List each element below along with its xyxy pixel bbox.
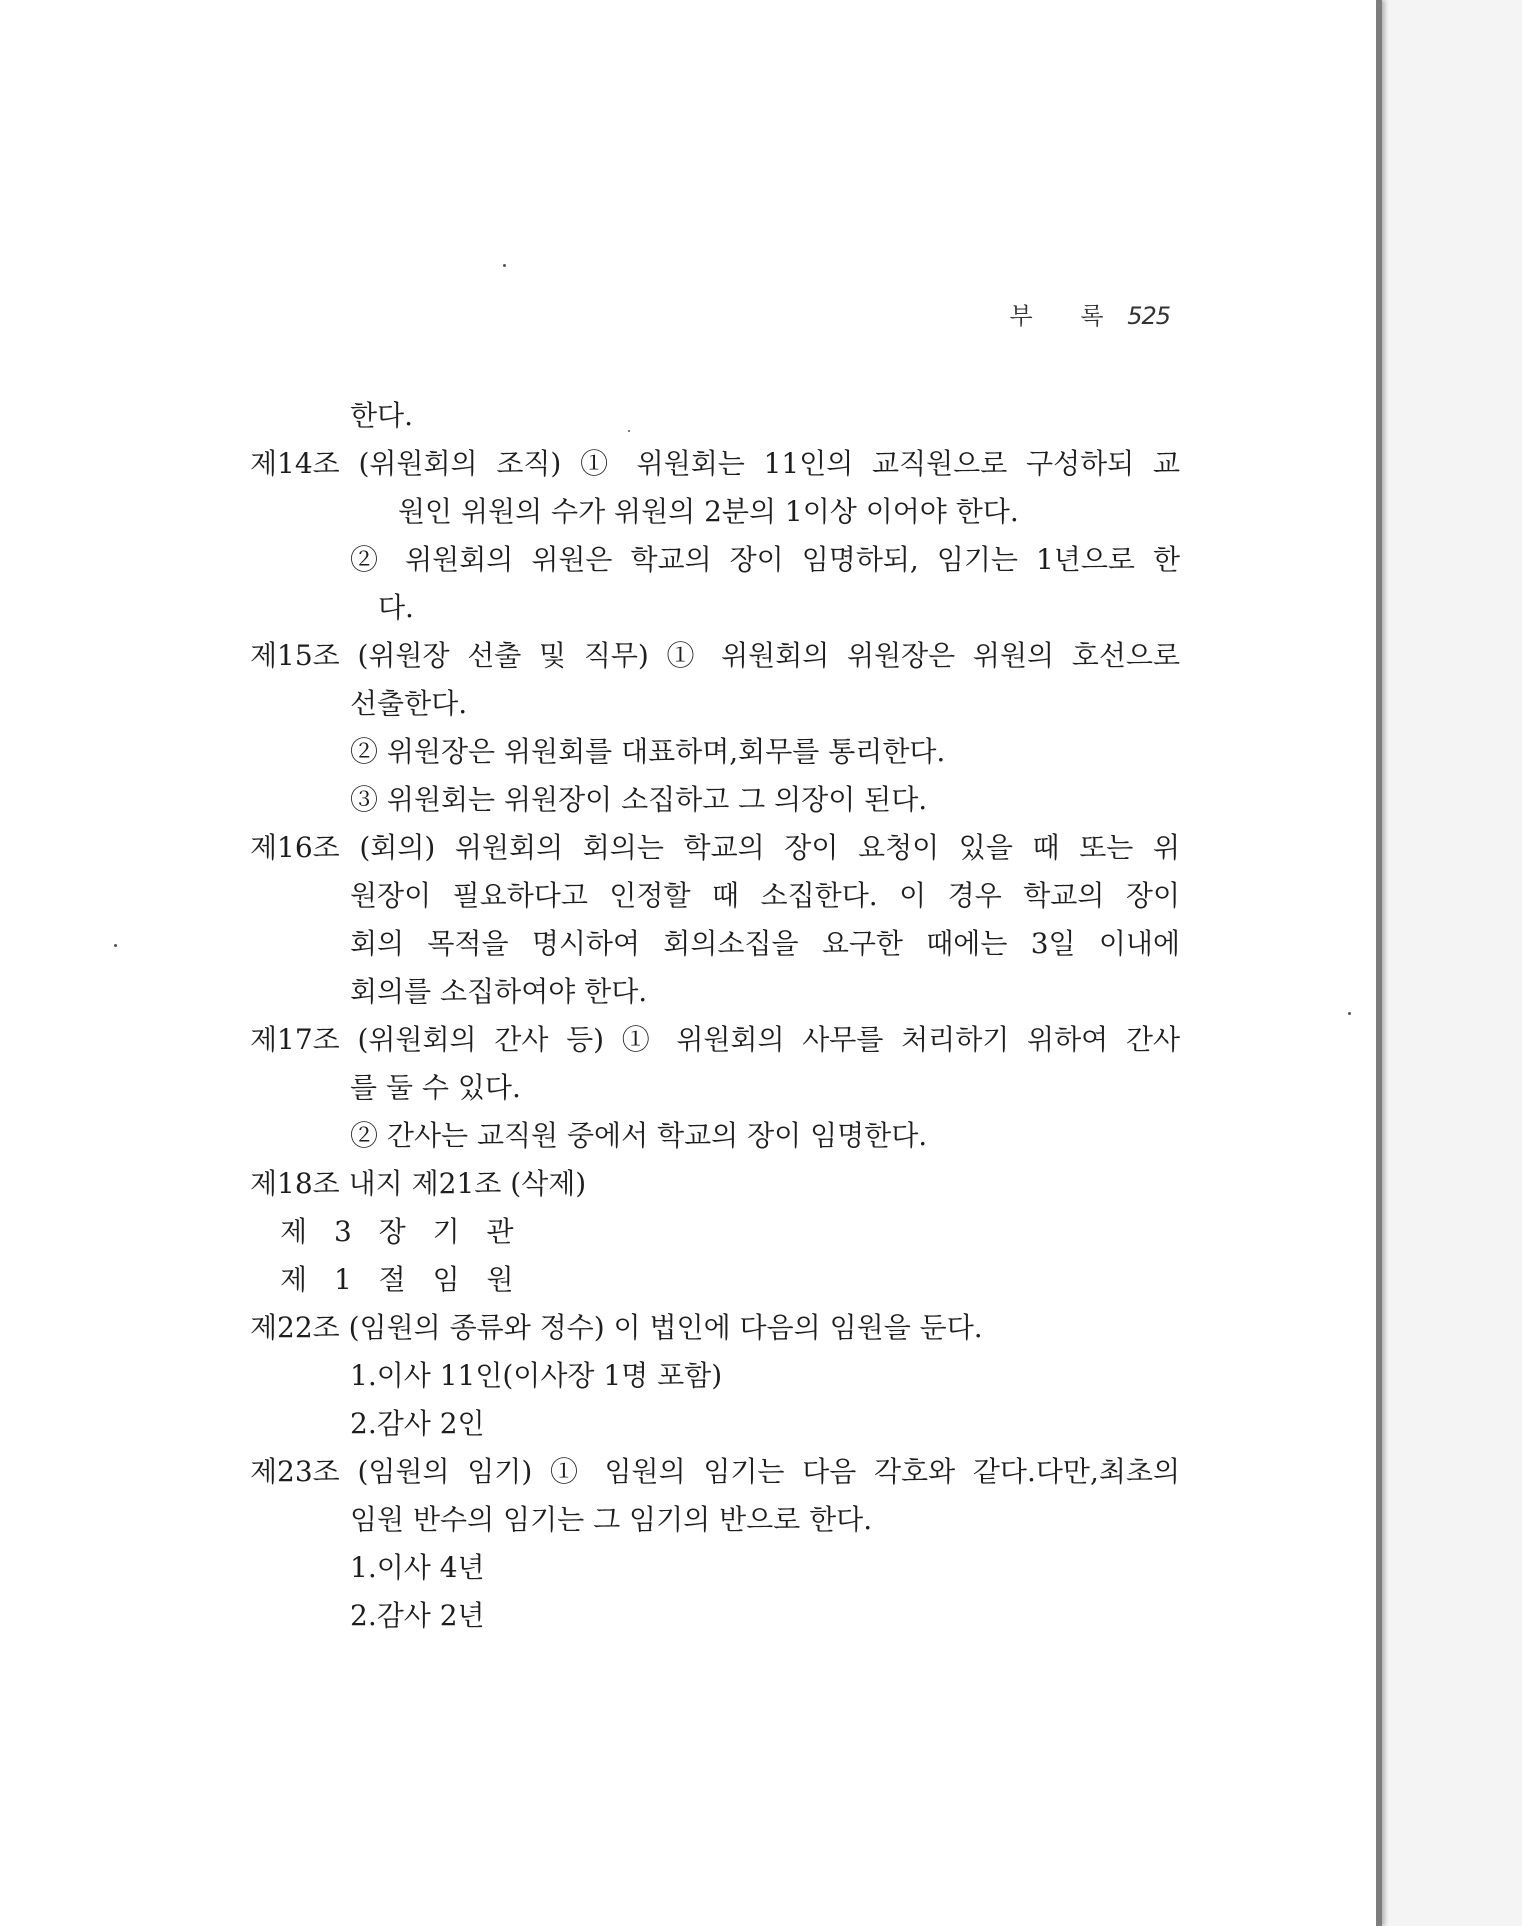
page-number: 525 bbox=[1127, 302, 1170, 330]
text-line: 임원 반수의 임기는 그 임기의 반으로 한다. bbox=[350, 1503, 873, 1536]
article-23-heading: 제23조 (임원의 임기) ① 임원의 임기는 다음 각호와 같다.다만,최초의 bbox=[250, 1455, 1180, 1488]
text-line: 원인 위원의 수가 위원의 2분의 1이상 이어야 한다. bbox=[398, 495, 1019, 528]
text-line: 한다. bbox=[350, 399, 413, 432]
article-14-heading: 제14조 (위원회의 조직) ① 위원회는 11인의 교직원으로 구성하되 교 bbox=[250, 447, 1180, 480]
list-item: 2.감사 2인 bbox=[350, 1407, 485, 1440]
list-item: 2.감사 2년 bbox=[350, 1599, 485, 1632]
article-18-21-heading: 제18조 내지 제21조 (삭제) bbox=[250, 1167, 587, 1200]
article-16-heading: 제16조 (회의) 위원회의 회의는 학교의 장이 요청이 있을 때 또는 위 bbox=[250, 831, 1180, 864]
scan-speck bbox=[503, 264, 506, 267]
scan-speck bbox=[114, 944, 117, 947]
clause-line: ② 위원장은 위원회를 대표하며,회무를 통리한다. bbox=[350, 735, 946, 768]
text-line: 다. bbox=[378, 591, 414, 624]
article-text bbox=[250, 392, 1180, 1640]
article-22-heading: 제22조 (임원의 종류와 정수) 이 법인에 다음의 임원을 둔다. bbox=[250, 1311, 983, 1344]
chapter-heading: 제 3 장 기 관 bbox=[280, 1215, 516, 1248]
scan-speck bbox=[1348, 1012, 1351, 1015]
article-17-heading: 제17조 (위원회의 간사 등) ① 위원회의 사무를 처리하기 위하여 간사 bbox=[250, 1023, 1180, 1056]
clause-line: ③ 위원회는 위원장이 소집하고 그 의장이 된다. bbox=[350, 783, 928, 816]
clause-line: ② 위원회의 위원은 학교의 장이 임명하되, 임기는 1년으로 한 bbox=[350, 543, 1180, 576]
running-head bbox=[1010, 296, 1170, 331]
article-15-heading: 제15조 (위원장 선출 및 직무) ① 위원회의 위원장은 위원의 호선으로 bbox=[250, 639, 1180, 672]
section-heading: 제 1 절 임 원 bbox=[280, 1263, 516, 1296]
list-item: 1.이사 4년 bbox=[350, 1551, 485, 1584]
text-line: 회의를 소집하여야 한다. bbox=[350, 975, 648, 1008]
list-item: 1.이사 11인(이사장 1명 포함) bbox=[350, 1359, 723, 1392]
text-line: 선출한다. bbox=[350, 687, 468, 720]
text-line: 를 둘 수 있다. bbox=[350, 1071, 521, 1104]
running-head-label: 부 록 bbox=[1009, 302, 1124, 330]
clause-line: ② 간사는 교직원 중에서 학교의 장이 임명한다. bbox=[350, 1119, 928, 1152]
text-line: 회의 목적을 명시하여 회의소집을 요구한 때에는 3일 이내에 bbox=[350, 927, 1180, 960]
text-line: 원장이 필요하다고 인정할 때 소집한다. 이 경우 학교의 장이 bbox=[350, 879, 1180, 912]
